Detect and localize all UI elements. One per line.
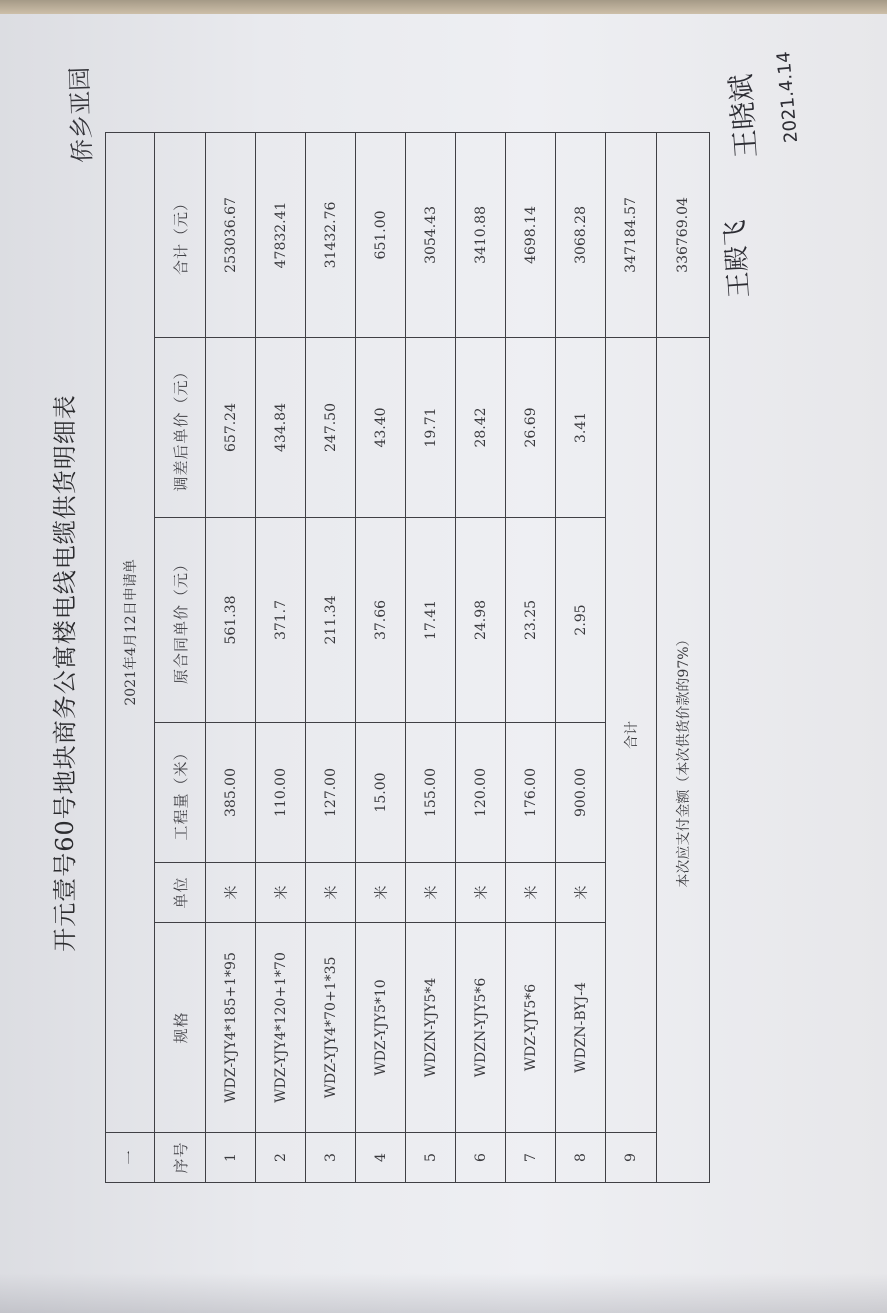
- row-orig-price: 23.25: [506, 518, 556, 723]
- table-row: [506, 132, 556, 1182]
- table-header-row-1: [106, 132, 155, 1182]
- row-adj-price: 43.40: [356, 338, 406, 518]
- total-row-label: 合计: [606, 338, 657, 1133]
- row-unit: 米: [306, 863, 356, 923]
- row-index: 4: [356, 1133, 406, 1183]
- row-unit: 米: [406, 863, 456, 923]
- row-spec: WDZ-YJY5*10: [356, 923, 406, 1133]
- row-spec: WDZN-BYJ-4: [556, 923, 606, 1133]
- row-adj-price: 434.84: [256, 338, 306, 518]
- row-quantity: 155.00: [406, 723, 456, 863]
- row-unit: 米: [456, 863, 506, 923]
- table-row: [406, 132, 456, 1182]
- row-orig-price: 371.7: [256, 518, 306, 723]
- handwritten-signature-2: 王晓斌: [724, 72, 763, 159]
- row-quantity: 176.00: [506, 723, 556, 863]
- table-row: [356, 132, 406, 1182]
- row-spec: WDZ-YJY4*70+1*35: [306, 923, 356, 1133]
- row-unit: 米: [356, 863, 406, 923]
- row-spec: WDZ-YJY5*6: [506, 923, 556, 1133]
- row-quantity: 385.00: [206, 723, 256, 863]
- row-unit: 米: [206, 863, 256, 923]
- supply-detail-table: [105, 132, 710, 1183]
- payment-row-label: 本次应支付金额（本次供货价款的97%）: [657, 338, 710, 1183]
- handwritten-stamp-text: 侨乡亚园: [65, 66, 97, 164]
- payment-row-amount: 336769.04: [657, 132, 710, 337]
- row-orig-price: 561.38: [206, 518, 256, 723]
- header-unit: 单位: [155, 863, 206, 923]
- payment-row: [657, 132, 710, 1182]
- table-row: [556, 132, 606, 1182]
- header-spec: 规格: [155, 923, 206, 1133]
- header-quantity: 工程量（米）: [155, 723, 206, 863]
- row-unit: 米: [506, 863, 556, 923]
- table-row: [206, 132, 256, 1182]
- row-adj-price: 19.71: [406, 338, 456, 518]
- row-quantity: 120.00: [456, 723, 506, 863]
- row-total: 31432.76: [306, 132, 356, 337]
- row-unit: 米: [556, 863, 606, 923]
- row-index: 6: [456, 1133, 506, 1183]
- row-orig-price: 37.66: [356, 518, 406, 723]
- table-header-row-2: [155, 132, 206, 1182]
- row-adj-price: 28.42: [456, 338, 506, 518]
- table-row: [256, 132, 306, 1182]
- row-total: 47832.41: [256, 132, 306, 337]
- row-total: 253036.67: [206, 132, 256, 337]
- document-title: 开元壹号60号地块商务公寓楼电线电缆供货明细表: [51, 394, 79, 952]
- request-note: 2021年4月12日申请单: [106, 132, 155, 1132]
- row-quantity: 127.00: [306, 723, 356, 863]
- row-index: 7: [506, 1133, 556, 1183]
- row-spec: WDZ-YJY4*120+1*70: [256, 923, 306, 1133]
- row-spec: WDZ-YJY4*185+1*95: [206, 923, 256, 1133]
- row-orig-price: 17.41: [406, 518, 456, 723]
- row-total: 3054.43: [406, 132, 456, 337]
- table-row: [306, 132, 356, 1182]
- row-orig-price: 2.95: [556, 518, 606, 723]
- row-quantity: 900.00: [556, 723, 606, 863]
- row-total: 651.00: [356, 132, 406, 337]
- row-spec: WDZN-YJY5*6: [456, 923, 506, 1133]
- header-orig-price: 原合同单价（元）: [155, 518, 206, 723]
- row-index: 2: [256, 1133, 306, 1183]
- row-quantity: 110.00: [256, 723, 306, 863]
- table-row: [456, 132, 506, 1182]
- row-adj-price: 3.41: [556, 338, 606, 518]
- handwritten-signature-1: 王殿飞: [719, 218, 756, 299]
- header-index: 序号: [155, 1133, 206, 1183]
- handwritten-date: 2021.4.14: [773, 50, 803, 144]
- row-total: 3068.28: [556, 132, 606, 337]
- row-unit: 米: [256, 863, 306, 923]
- total-row: [606, 132, 657, 1182]
- total-row-amount: 347184.57: [606, 132, 657, 337]
- row-total: 3410.88: [456, 132, 506, 337]
- row-adj-price: 657.24: [206, 338, 256, 518]
- row-total: 4698.14: [506, 132, 556, 337]
- row-index: 1: [206, 1133, 256, 1183]
- row-index: 3: [306, 1133, 356, 1183]
- total-row-index: 9: [606, 1133, 657, 1183]
- row-index: 5: [406, 1133, 456, 1183]
- header-total: 合计（元）: [155, 132, 206, 337]
- header-adj-price: 调差后单价（元）: [155, 338, 206, 518]
- row-orig-price: 211.34: [306, 518, 356, 723]
- row-spec: WDZN-YJY5*4: [406, 923, 456, 1133]
- row-adj-price: 247.50: [306, 338, 356, 518]
- row-orig-price: 24.98: [456, 518, 506, 723]
- row-index: 8: [556, 1133, 606, 1183]
- row-quantity: 15.00: [356, 723, 406, 863]
- row-adj-price: 26.69: [506, 338, 556, 518]
- corner-mark: 一: [106, 1133, 155, 1183]
